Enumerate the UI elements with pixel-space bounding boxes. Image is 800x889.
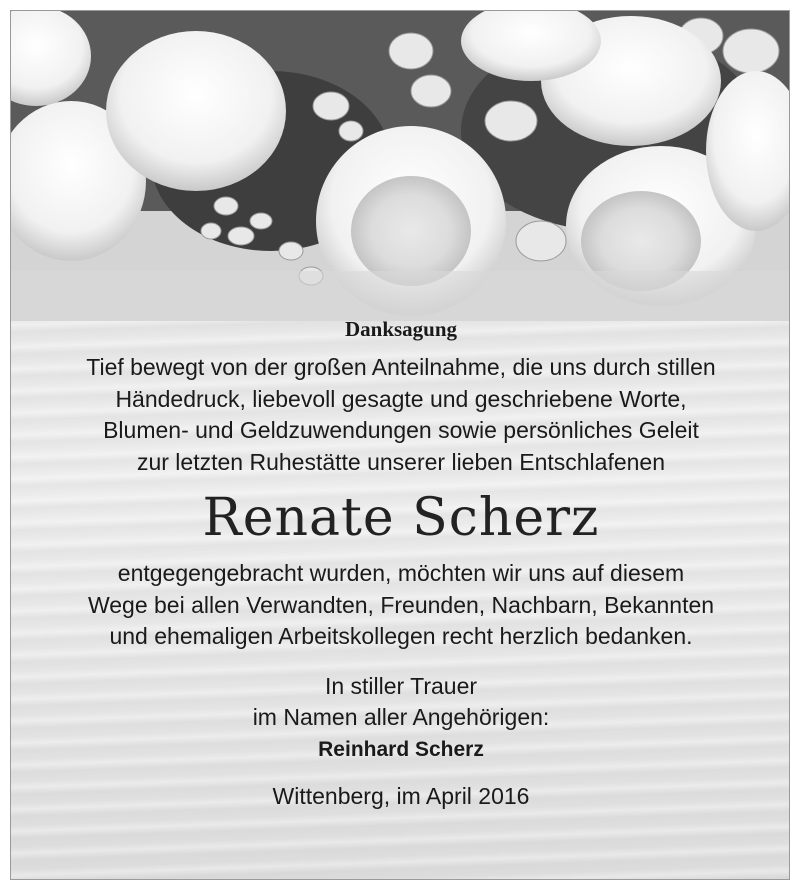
closing-line: im Namen aller Angehörigen: — [252, 704, 550, 730]
body-paragraph — [11, 558, 790, 653]
place-date: Wittenberg, im April 2016 — [272, 783, 530, 809]
deceased-name: Renate Scherz — [202, 488, 600, 548]
body-line: Wege bei allen Verwandten, Freunden, Nachbarn, Bekannten — [87, 591, 715, 618]
intro-line: Händedruck, liebevoll gesagte und geschriebene Worte, — [115, 385, 687, 412]
notice-heading: Danksagung — [344, 317, 458, 341]
intro-line: zur letzten Ruhestätte unserer lieben Entschlafenen — [136, 448, 666, 475]
closing-line: In stiller Trauer — [324, 672, 478, 699]
flower-arrangement-image — [11, 11, 790, 321]
closing-block — [11, 671, 790, 766]
notice-text — [11, 316, 790, 813]
body-line: und ehemaligen Arbeitskollegen recht herzlich bedanken. — [109, 623, 693, 649]
intro-line: Tief bewegt von der großen Anteilnahme, die uns durch stillen — [86, 354, 716, 380]
body-line: entgegengebracht wurden, möchten wir uns auf diesem — [117, 560, 685, 586]
signer-name: Reinhard Scherz — [318, 737, 484, 761]
obituary-card — [10, 10, 790, 880]
intro-line: Blumen- und Geldzuwendungen sowie persönliches Geleit — [103, 417, 699, 443]
intro-paragraph — [11, 352, 790, 478]
